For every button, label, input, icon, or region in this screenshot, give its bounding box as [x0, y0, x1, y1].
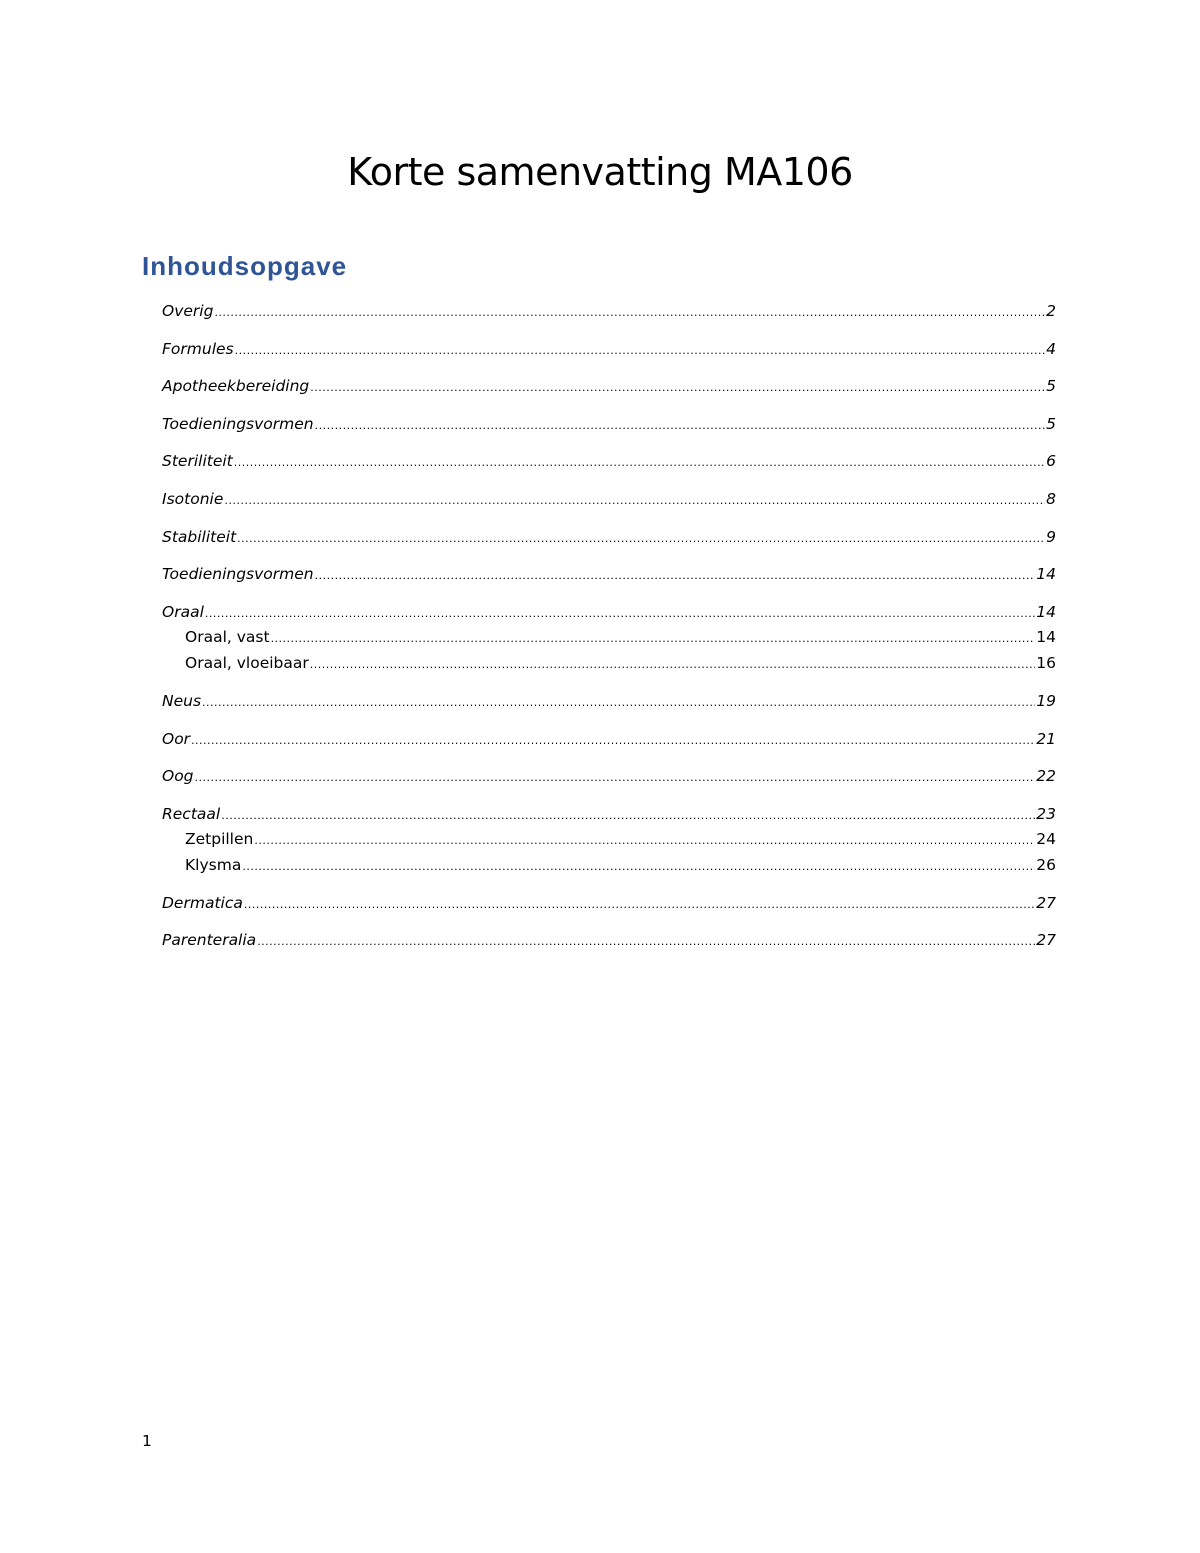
toc-entry-page-number: 8 — [1046, 490, 1056, 508]
toc-entry-page-number: 5 — [1046, 377, 1056, 395]
toc-entry-page-number: 14 — [1036, 603, 1056, 621]
toc-entry-label: Apotheekbereiding — [162, 377, 310, 395]
toc-entry[interactable] — [185, 828, 1056, 850]
toc-dot-leader — [310, 656, 1036, 674]
page-number: 1 — [142, 1432, 152, 1450]
toc-entry-label: Formules — [162, 340, 234, 358]
toc-entry-page-number: 2 — [1046, 302, 1056, 320]
toc-dot-leader — [257, 933, 1035, 951]
toc-entry[interactable] — [162, 563, 1056, 585]
toc-dot-leader — [224, 492, 1045, 510]
toc-entry-page-number: 26 — [1036, 856, 1056, 874]
toc-entry-label: Oraal, vast — [185, 628, 270, 646]
toc-entry[interactable] — [162, 765, 1056, 787]
toc-entry[interactable] — [162, 375, 1056, 397]
toc-entry-label: Steriliteit — [162, 452, 233, 470]
toc-entry-page-number: 23 — [1036, 805, 1056, 823]
toc-entry-label: Klysma — [185, 856, 242, 874]
toc-entry-page-number: 27 — [1036, 931, 1056, 949]
toc-entry-label: Toedieningsvormen — [162, 565, 314, 583]
toc-entry[interactable] — [162, 488, 1056, 510]
toc-entry[interactable] — [185, 854, 1056, 876]
toc-entry[interactable] — [162, 892, 1056, 914]
toc-entry[interactable] — [162, 929, 1056, 951]
toc-dot-leader — [244, 896, 1035, 914]
toc-entry-label: Stabiliteit — [162, 528, 237, 546]
toc-entry-label: Overig — [162, 302, 214, 320]
toc-entry[interactable] — [162, 300, 1056, 322]
toc-entry-page-number: 22 — [1036, 767, 1056, 785]
toc-entry-label: Parenteralia — [162, 931, 257, 949]
toc-entry-page-number: 19 — [1036, 692, 1056, 710]
toc-dot-leader — [195, 769, 1036, 787]
toc-entry-page-number: 5 — [1046, 415, 1056, 433]
toc-entry-label: Zetpillen — [185, 830, 254, 848]
toc-heading: Inhoudsopgave — [142, 251, 348, 281]
toc-entry[interactable] — [162, 526, 1056, 548]
toc-dot-leader — [202, 694, 1035, 712]
toc-dot-leader — [234, 454, 1045, 472]
toc-entry-page-number: 27 — [1036, 894, 1056, 912]
toc-entry-page-number: 6 — [1046, 452, 1056, 470]
toc-entry-page-number: 14 — [1036, 628, 1056, 646]
toc-dot-leader — [242, 858, 1035, 876]
toc-entry-label: Oraal — [162, 603, 204, 621]
toc-entry[interactable] — [162, 338, 1056, 360]
toc-dot-leader — [235, 342, 1046, 360]
toc-dot-leader — [315, 417, 1046, 435]
toc-entry-page-number: 16 — [1036, 654, 1056, 672]
toc-dot-leader — [310, 379, 1045, 397]
toc-entry[interactable] — [162, 413, 1056, 435]
toc-dot-leader — [237, 530, 1045, 548]
toc-dot-leader — [315, 567, 1036, 585]
toc-entry[interactable] — [162, 803, 1056, 825]
toc-entry[interactable] — [185, 626, 1056, 648]
toc-entry[interactable] — [185, 652, 1056, 674]
toc-entry-page-number: 4 — [1046, 340, 1056, 358]
toc-entry-label: Toedieningsvormen — [162, 415, 314, 433]
toc-entry[interactable] — [162, 690, 1056, 712]
document-title: Korte samenvatting MA106 — [347, 150, 853, 194]
toc-entry-page-number: 24 — [1036, 830, 1056, 848]
toc-dot-leader — [254, 832, 1035, 850]
toc-entry-page-number: 21 — [1036, 730, 1056, 748]
toc-entry-page-number: 14 — [1036, 565, 1056, 583]
toc-entry-label: Oor — [162, 730, 191, 748]
toc-dot-leader — [191, 732, 1035, 750]
toc-entry[interactable] — [162, 450, 1056, 472]
toc-dot-leader — [214, 304, 1045, 322]
toc-entry-label: Rectaal — [162, 805, 221, 823]
toc-entry-label: Dermatica — [162, 894, 243, 912]
toc-entry[interactable] — [162, 601, 1056, 623]
toc-entry-page-number: 9 — [1046, 528, 1056, 546]
toc-entry-label: Oraal, vloeibaar — [185, 654, 309, 672]
toc-dot-leader — [271, 630, 1036, 648]
toc-entry-label: Isotonie — [162, 490, 224, 508]
toc-entry-label: Oog — [162, 767, 194, 785]
toc-entry[interactable] — [162, 728, 1056, 750]
toc-dot-leader — [205, 605, 1035, 623]
toc-entry-label: Neus — [162, 692, 202, 710]
toc-dot-leader — [221, 807, 1035, 825]
